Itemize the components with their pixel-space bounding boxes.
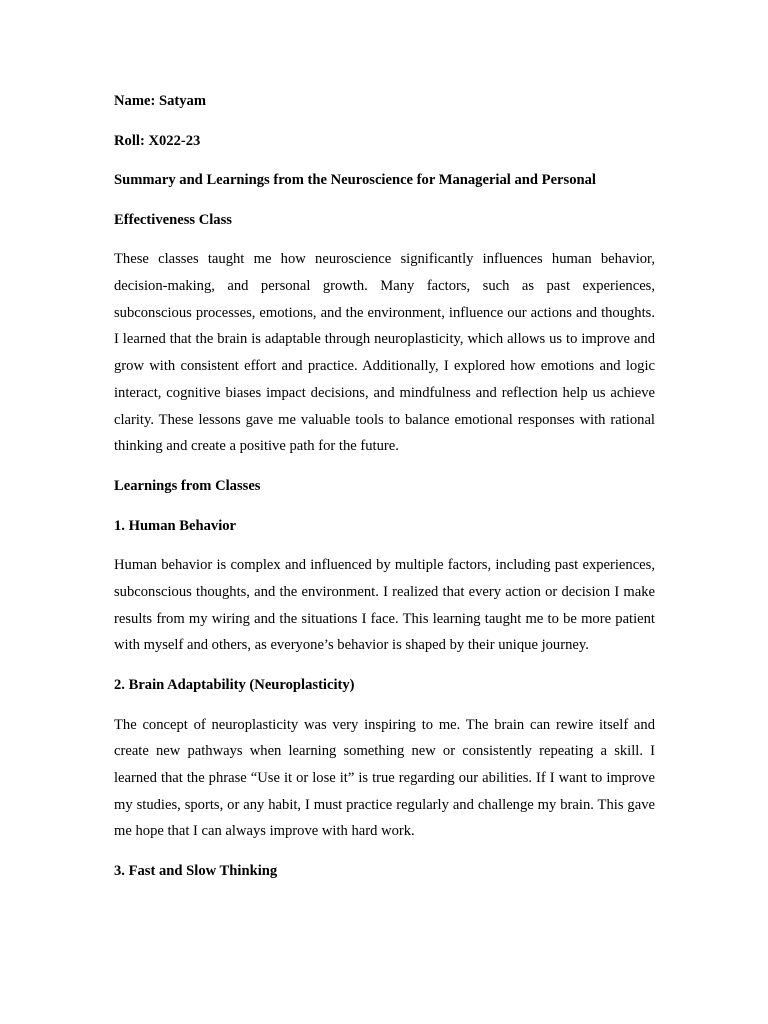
document-page [114,88,655,898]
intro-paragraph: These classes taught me how neuroscience significantly influences human behavior, decision-making, and personal growth. Many factors, such as past experiences, subconscious processes, emotions, and the environment, influence our actions and thoughts. I learned that the brain is adaptable through neuroplasticity, which allows us to improve and grow with consistent effort and practice. Additionally, I explored how emotions and logic interact, cognitive biases impact decisions, and mindfulness and reflection help us achieve clarity. These lessons gave me valuable tools to balance emotional responses with rational thinking and create a positive path for the future. [114,251,655,455]
section-body-human-behavior: Human behavior is complex and influenced by multiple factors, including past experiences, subconscious thoughts, and the environment. I realized that every action or decision I make results from my wiring and the situations I face. This learning taught me to be more patient with myself and others, as everyone’s behavior is shaped by their unique journey. [114,557,655,654]
section-heading-fast-slow-thinking: 3. Fast and Slow Thinking [114,863,278,880]
document-title-line-2: Effectiveness Class [114,211,232,228]
student-name: Name: Satyam [114,93,207,109]
document-title-line-1: Summary and Learnings from the Neuroscience for Managerial and Personal [114,172,596,189]
section-body-neuroplasticity: The concept of neuroplasticity was very inspiring to me. The brain can rewire itself and create new pathways when learning something new or consistently repeating a skill. I learned that the phrase “Use it or lose it” is true regarding our abilities. If I want to improve my studies, sports, or any habit, I must practice regularly and challenge my brain. This gave me hope that I can always improve with hard work. [114,716,655,840]
section-heading-human-behavior: 1. Human Behavior [114,517,237,534]
roll-number: Roll: X022-23 [114,132,201,149]
section-heading-neuroplasticity: 2. Brain Adaptability (Neuroplasticity) [114,677,355,693]
learnings-heading: Learnings from Classes [114,478,261,494]
